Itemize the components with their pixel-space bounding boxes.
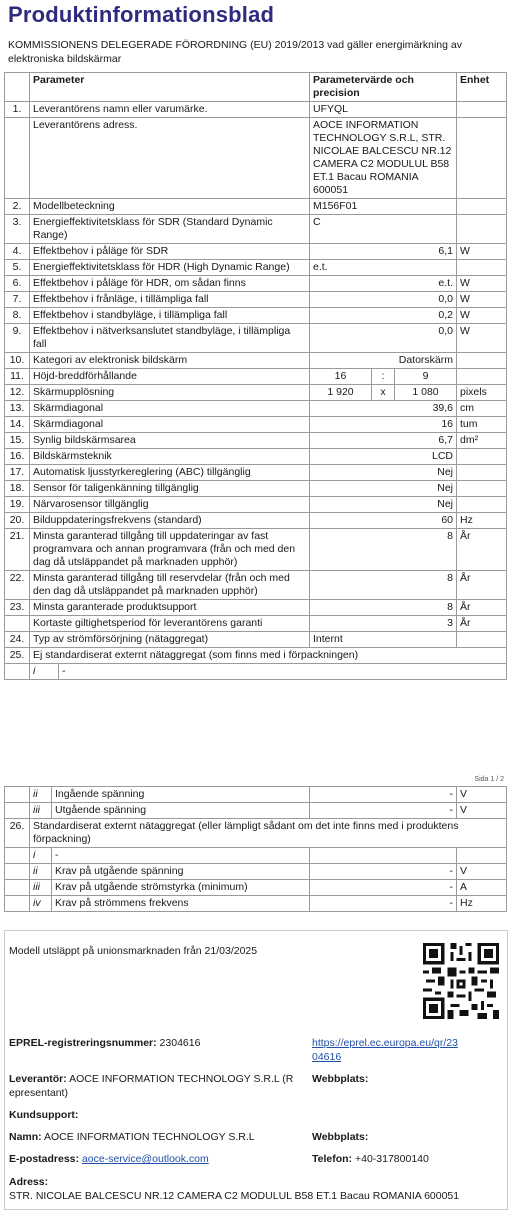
- unit-cell: V: [457, 787, 507, 803]
- header-number: [5, 73, 30, 102]
- value-part: 16: [334, 370, 347, 382]
- row-number: [5, 787, 30, 803]
- value-cell: 3: [310, 616, 457, 632]
- table-row: [5, 401, 507, 417]
- qr-code-icon[interactable]: [423, 943, 499, 1019]
- value-cell: [310, 385, 457, 401]
- table-row: [5, 529, 507, 571]
- sub-text: -: [52, 848, 310, 864]
- sub-index: i: [30, 848, 52, 864]
- table-row: [5, 118, 507, 199]
- value-cell: 60: [310, 513, 457, 529]
- row-number: 21.: [5, 529, 30, 571]
- parameter-cell: Typ av strömförsörjning (nätaggregat): [30, 632, 310, 648]
- table-row-25: [5, 648, 507, 664]
- customer-support-label: Kundsupport:: [9, 1109, 79, 1121]
- value-cell: UFYQL: [310, 102, 457, 118]
- row-number: 1.: [5, 102, 30, 118]
- table-row: [5, 513, 507, 529]
- parameter-cell: Standardiserat externt nätaggregat (eller lämpligt sådant om det inte finns med i produktens förpackning): [30, 819, 507, 848]
- table-row: [5, 353, 507, 369]
- unit-cell: [457, 353, 507, 369]
- eprel-link-line1[interactable]: https://eprel.ec.europa.eu/qr/23: [312, 1037, 458, 1049]
- parameter-cell: Automatisk ljusstyrkereglering (ABC) tillgänglig: [30, 465, 310, 481]
- value-cell: Nej: [310, 481, 457, 497]
- value-cell: 8: [310, 571, 457, 600]
- value-cell: Internt: [310, 632, 457, 648]
- value-part: 1 080: [412, 386, 439, 398]
- row-number: [5, 664, 30, 680]
- address-value: STR. NICOLAE BALCESCU NR.12 CAMERA C2 MODULUL B58 ET.1 Bacau ROMANIA 600051: [9, 1190, 460, 1202]
- supplier-label: Leverantör:: [9, 1073, 67, 1085]
- unit-cell: V: [457, 864, 507, 880]
- unit-cell: tum: [457, 417, 507, 433]
- unit-cell: [457, 465, 507, 481]
- unit-cell: W: [457, 292, 507, 308]
- row-number: 7.: [5, 292, 30, 308]
- table-row: [5, 465, 507, 481]
- sub-index: iii: [30, 803, 52, 819]
- row-number: 26.: [5, 819, 30, 848]
- unit-cell: cm: [457, 401, 507, 417]
- sub-index: iv: [30, 896, 52, 912]
- parameter-table: [4, 72, 507, 680]
- parameter-cell: Minsta garanterad tillgång till uppdateringar av fast programvara och annan programvara (från och med den dag då utsläppandet på marknaden upphör): [30, 529, 310, 571]
- table-row: [5, 632, 507, 648]
- value-cell: e.t.: [310, 260, 457, 276]
- sub-row: [5, 664, 507, 680]
- unit-cell: W: [457, 308, 507, 324]
- row-number: 16.: [5, 449, 30, 465]
- sub-row: [5, 880, 507, 896]
- parameter-cell: Skärmupplösning: [30, 385, 310, 401]
- table-row: [5, 324, 507, 353]
- unit-cell: dm²: [457, 433, 507, 449]
- sub-index: ii: [30, 864, 52, 880]
- page-number: Sida 1 / 2: [474, 776, 504, 783]
- table-row: [5, 481, 507, 497]
- unit-cell: W: [457, 276, 507, 292]
- table-row: [5, 292, 507, 308]
- sub-text: Krav på utgående strömstyrka (minimum): [52, 880, 310, 896]
- parameter-cell: Höjd-breddförhållande: [30, 369, 310, 385]
- support-website-label: Webbplats:: [312, 1131, 369, 1143]
- table-row: [5, 433, 507, 449]
- parameter-cell: Kortaste giltighetsperiod för leverantörens garanti: [30, 616, 310, 632]
- unit-cell: Hz: [457, 896, 507, 912]
- parameter-cell: Minsta garanterad tillgång till reservdelar (från och med den dag då utsläppandet på marknaden upphör): [30, 571, 310, 600]
- value-cell: 0,0: [310, 324, 457, 353]
- row-number: [5, 848, 30, 864]
- phone-value: +40-317800140: [354, 1153, 429, 1165]
- value-cell: Datorskärm: [310, 353, 457, 369]
- parameter-cell: Ej standardiserat externt nätaggregat (som finns med i förpackningen): [30, 648, 507, 664]
- regulation-subtitle: KOMMISSIONENS DELEGERADE FÖRORDNING (EU) 2019/2013 vad gäller energimärkning av elektroniska bildskärmar: [8, 39, 462, 65]
- unit-cell: År: [457, 600, 507, 616]
- sub-text: Krav på strömmens frekvens: [52, 896, 310, 912]
- parameter-cell: Minsta garanterade produktsupport: [30, 600, 310, 616]
- unit-cell: [457, 449, 507, 465]
- name-label: Namn:: [9, 1131, 42, 1143]
- row-number: 23.: [5, 600, 30, 616]
- row-number: 11.: [5, 369, 30, 385]
- table-row: [5, 199, 507, 215]
- email-label: E-postadress:: [9, 1153, 80, 1165]
- name-value: AOCE INFORMATION TECHNOLOGY S.R.L: [44, 1131, 255, 1143]
- parameter-cell: Leverantörens namn eller varumärke.: [30, 102, 310, 118]
- row-number: 10.: [5, 353, 30, 369]
- sub-row: [5, 803, 507, 819]
- row-number: 8.: [5, 308, 30, 324]
- table-row: [5, 308, 507, 324]
- parameter-cell: Effektbehov i nätverksanslutet standbyläge, i tillämpliga fall: [30, 324, 310, 353]
- value-cell: 0,0: [310, 292, 457, 308]
- website-label: Webbplats:: [312, 1073, 369, 1085]
- table-row: [5, 276, 507, 292]
- row-number: 3.: [5, 215, 30, 244]
- sub-row: [5, 896, 507, 912]
- header-value: Parametervärde och precision: [310, 73, 457, 102]
- unit-cell: År: [457, 571, 507, 600]
- parameter-cell: Närvarosensor tillgänglig: [30, 497, 310, 513]
- parameter-cell: Synlig bildskärmsarea: [30, 433, 310, 449]
- value-cell: Nej: [310, 465, 457, 481]
- unit-cell: W: [457, 324, 507, 353]
- row-number: 6.: [5, 276, 30, 292]
- contact-footer: [4, 930, 508, 1210]
- sub-text: Ingående spänning: [52, 787, 310, 803]
- parameter-cell: Effektbehov i påläge för SDR: [30, 244, 310, 260]
- table-row: [5, 571, 507, 600]
- parameter-cell: Leverantörens adress.: [30, 118, 310, 199]
- parameter-cell: Modellbeteckning: [30, 199, 310, 215]
- value-cell: LCD: [310, 449, 457, 465]
- value-separator: :: [371, 369, 395, 384]
- parameter-cell: Energieffektivitetsklass för HDR (High Dynamic Range): [30, 260, 310, 276]
- parameter-cell: Effektbehov i standbyläge, i tillämpliga fall: [30, 308, 310, 324]
- row-number: [5, 118, 30, 199]
- parameter-cell: Skärmdiagonal: [30, 401, 310, 417]
- sub-row: [5, 848, 507, 864]
- row-number: 9.: [5, 324, 30, 353]
- header-parameter: Parameter: [30, 73, 310, 102]
- table-row: [5, 102, 507, 118]
- row-number: [5, 803, 30, 819]
- row-number: [5, 880, 30, 896]
- table-row: [5, 497, 507, 513]
- unit-cell: [457, 118, 507, 199]
- eprel-number: 2304616: [159, 1037, 201, 1049]
- unit-cell: [457, 632, 507, 648]
- unit-cell: [457, 497, 507, 513]
- row-number: 20.: [5, 513, 30, 529]
- email-link[interactable]: aoce-service@outlook.com: [81, 1153, 209, 1165]
- parameter-cell: Kategori av elektronisk bildskärm: [30, 353, 310, 369]
- value-cell: [310, 848, 457, 864]
- value-cell: Nej: [310, 497, 457, 513]
- unit-cell: [457, 102, 507, 118]
- table-row-26: [5, 819, 507, 848]
- table-row: [5, 215, 507, 244]
- value-cell: -: [310, 880, 457, 896]
- row-number: 19.: [5, 497, 30, 513]
- table-row: [5, 449, 507, 465]
- row-number: 4.: [5, 244, 30, 260]
- value-cell: 6,7: [310, 433, 457, 449]
- table-row: [5, 244, 507, 260]
- row-number: 17.: [5, 465, 30, 481]
- unit-cell: [457, 848, 507, 864]
- unit-cell: [457, 215, 507, 244]
- value-cell: -: [310, 803, 457, 819]
- value-cell: -: [310, 896, 457, 912]
- phone-label: Telefon:: [312, 1153, 353, 1165]
- value-cell: -: [310, 864, 457, 880]
- eprel-label: EPREL-registreringsnummer:: [9, 1037, 157, 1049]
- release-date: Modell utsläppt på unionsmarknaden från 21/03/2025: [9, 945, 258, 957]
- value-cell: 0,2: [310, 308, 457, 324]
- row-number: 18.: [5, 481, 30, 497]
- parameter-cell: Effektbehov i påläge för HDR, om sådan finns: [30, 276, 310, 292]
- table-header-row: [5, 73, 507, 102]
- value-cell: 8: [310, 529, 457, 571]
- sub-index: iii: [30, 880, 52, 896]
- value-cell: 39,6: [310, 401, 457, 417]
- row-number: 25.: [5, 648, 30, 664]
- supplier-value: AOCE INFORMATION TECHNOLOGY S.R.L (R: [69, 1073, 294, 1085]
- sub-index: i: [30, 664, 59, 679]
- value-cell: C: [310, 215, 457, 244]
- unit-cell: [457, 260, 507, 276]
- row-number: 15.: [5, 433, 30, 449]
- value-cell: 8: [310, 600, 457, 616]
- sub-text: Utgående spänning: [52, 803, 310, 819]
- sub-cell: [30, 664, 507, 680]
- parameter-cell: Effektbehov i frånläge, i tillämpliga fall: [30, 292, 310, 308]
- header-unit: Enhet: [457, 73, 507, 102]
- page-title: Produktinformationsblad: [8, 2, 275, 27]
- parameter-cell: Energieffektivitetsklass för SDR (Standard Dynamic Range): [30, 215, 310, 244]
- unit-cell: Hz: [457, 513, 507, 529]
- supplier-value-continued: epresentant): [9, 1087, 68, 1099]
- value-cell: M156F01: [310, 199, 457, 215]
- row-number: 14.: [5, 417, 30, 433]
- row-number: 2.: [5, 199, 30, 215]
- value-separator: x: [371, 385, 395, 400]
- unit-cell: W: [457, 244, 507, 260]
- value-cell: AOCE INFORMATION TECHNOLOGY S.R.L, STR. NICOLAE BALCESCU NR.12 CAMERA C2 MODULUL B58 ET.1 Bacau ROMANIA 600051: [310, 118, 457, 199]
- parameter-cell: Skärmdiagonal: [30, 417, 310, 433]
- sub-text: Krav på utgående spänning: [52, 864, 310, 880]
- row-number: [5, 896, 30, 912]
- unit-cell: [457, 481, 507, 497]
- table-row: [5, 616, 507, 632]
- value-cell: -: [310, 787, 457, 803]
- value-part: 9: [422, 370, 429, 382]
- eprel-link-line2[interactable]: 04616: [312, 1051, 342, 1063]
- sub-row: [5, 787, 507, 803]
- parameter-cell: Bildskärmsteknik: [30, 449, 310, 465]
- row-number: 24.: [5, 632, 30, 648]
- value-cell: 6,1: [310, 244, 457, 260]
- parameter-table-continued: [4, 786, 507, 912]
- table-row: [5, 260, 507, 276]
- table-row: [5, 385, 507, 401]
- row-number: 13.: [5, 401, 30, 417]
- parameter-cell: Bilduppdateringsfrekvens (standard): [30, 513, 310, 529]
- sub-index: ii: [30, 787, 52, 803]
- unit-cell: [457, 369, 507, 385]
- address-label: Adress:: [9, 1176, 49, 1188]
- row-number: 5.: [5, 260, 30, 276]
- row-number: [5, 864, 30, 880]
- row-number: 22.: [5, 571, 30, 600]
- table-row: [5, 369, 507, 385]
- unit-cell: V: [457, 803, 507, 819]
- unit-cell: År: [457, 529, 507, 571]
- unit-cell: År: [457, 616, 507, 632]
- sub-text: -: [62, 665, 66, 677]
- value-cell: [310, 369, 457, 385]
- unit-cell: A: [457, 880, 507, 896]
- sub-row: [5, 864, 507, 880]
- value-cell: 16: [310, 417, 457, 433]
- parameter-cell: Sensor för taligenkänning tillgänglig: [30, 481, 310, 497]
- table-row: [5, 600, 507, 616]
- row-number: [5, 616, 30, 632]
- table-row: [5, 417, 507, 433]
- value-cell: e.t.: [310, 276, 457, 292]
- value-part: 1 920: [327, 386, 354, 398]
- unit-cell: pixels: [457, 385, 507, 401]
- row-number: 12.: [5, 385, 30, 401]
- unit-cell: [457, 199, 507, 215]
